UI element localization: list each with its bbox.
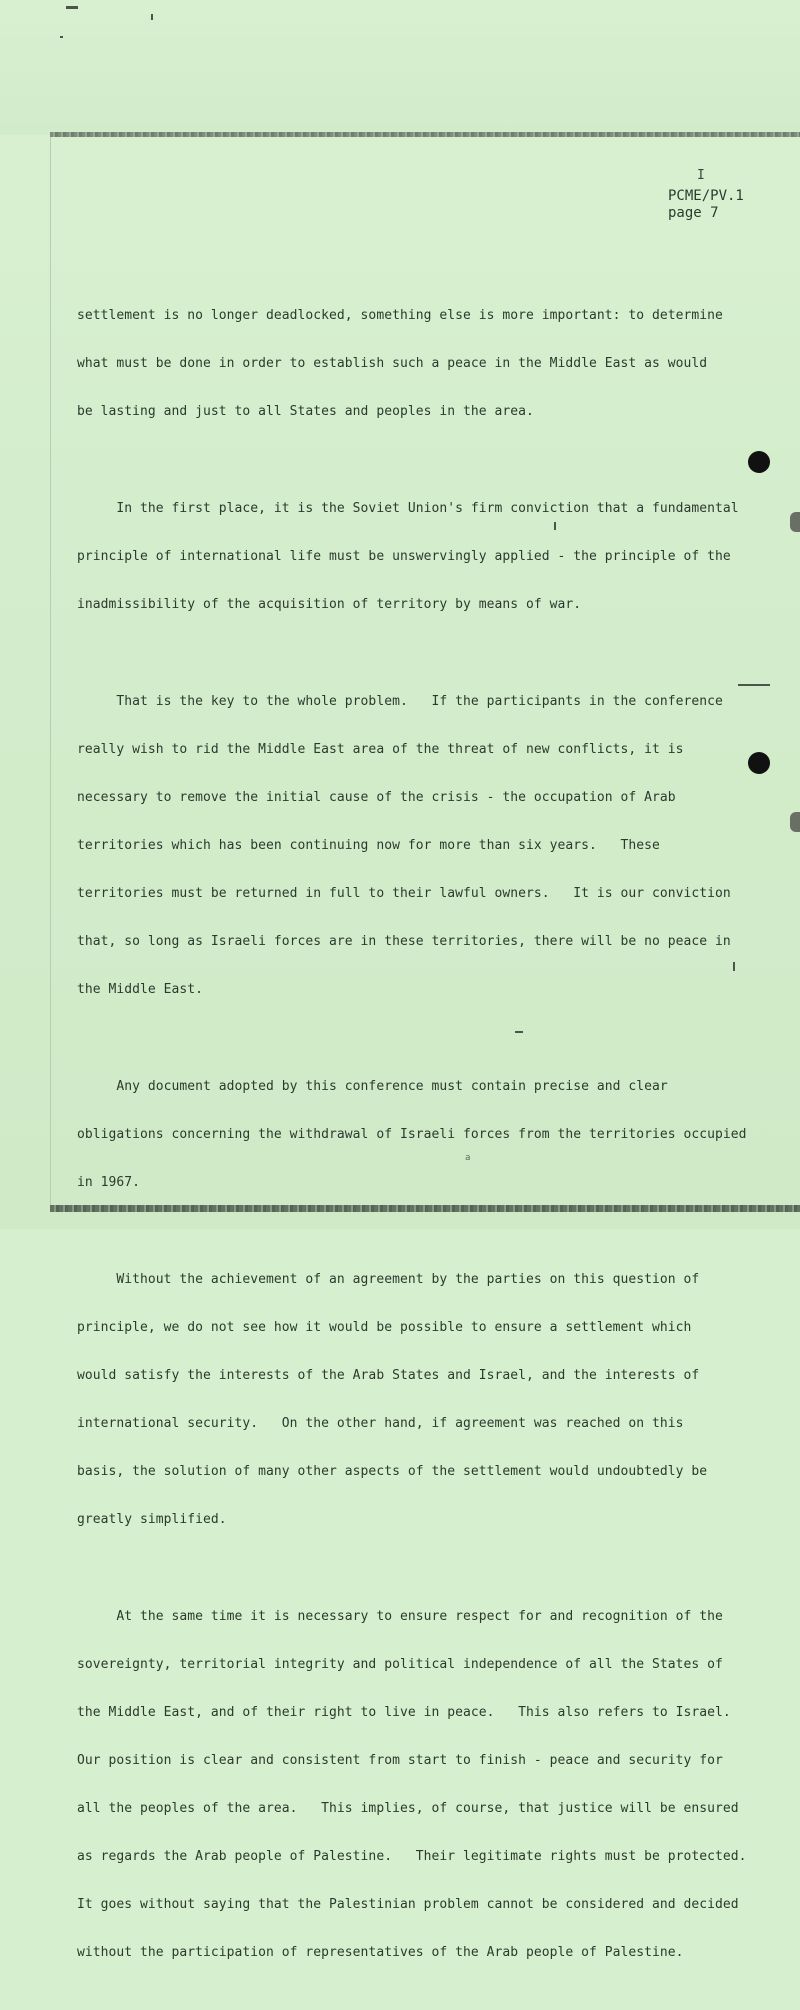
text-line: In the first place, it is the Soviet Union's firm conviction that a fundamental (77, 501, 739, 516)
scan-speck (738, 684, 770, 686)
text-line: in 1967. (77, 1175, 141, 1190)
scan-speck (60, 36, 63, 38)
scan-speck (151, 14, 153, 20)
text-line: international security. On the other hand, if agreement was reached on this (77, 1416, 684, 1431)
document-symbol: PCME/PV.1 (668, 188, 744, 204)
text-line: be lasting and just to all States and peoples in the area. (77, 404, 534, 419)
text-line: the Middle East. (77, 982, 204, 997)
text-line: Without the achievement of an agreement by the parties on this question of (77, 1272, 700, 1287)
left-margin-line (50, 137, 51, 1207)
punch-hole (748, 752, 770, 774)
text-line: really wish to rid the Middle East area of the threat of new conflicts, it is (77, 742, 684, 757)
scan-speck (733, 962, 735, 971)
text-line: It goes without saying that the Palestinian problem cannot be considered and decided (77, 1897, 739, 1912)
text-line: all the peoples of the area. This implies, of course, that justice will be ensured (77, 1801, 739, 1816)
text-line: the Middle East, and of their right to live in peace. This also refers to Israel. (77, 1705, 731, 1720)
paragraph (77, 469, 777, 645)
margin-mark: I (697, 168, 705, 183)
text-line: as regards the Arab people of Palestine. Their legitimate rights must be protected. (77, 1849, 747, 1864)
text-line: settlement is no longer deadlocked, something else is more important: to determine (77, 308, 723, 323)
paragraph (77, 276, 777, 452)
text-line: territories must be returned in full to their lawful owners. It is our conviction (77, 886, 731, 901)
text-line: inadmissibility of the acquisition of territory by means of war. (77, 597, 582, 612)
text-line: Our position is clear and consistent from start to finish - peace and security for (77, 1753, 723, 1768)
text-line: That is the key to the whole problem. If the participants in the conference (77, 694, 723, 709)
text-line: what must be done in order to establish such a peace in the Middle East as would (77, 356, 708, 371)
paragraph (77, 1577, 777, 1993)
scan-speck (66, 6, 78, 9)
text-line: sovereignty, territorial integrity and political independence of all the States of (77, 1657, 723, 1672)
punch-hole (748, 451, 770, 473)
text-line: territories which has been continuing now for more than six years. These (77, 838, 660, 853)
paragraph (77, 1047, 777, 1223)
text-line: necessary to remove the initial cause of the crisis - the occupation of Arab (77, 790, 676, 805)
paragraph (77, 662, 777, 1030)
text-line: without the participation of representatives of the Arab people of Palestine. (77, 1945, 684, 1960)
text-line: obligations concerning the withdrawal of Israeli forces from the territories occupied (77, 1127, 747, 1142)
text-line: Any document adopted by this conference must contain precise and clear (77, 1079, 668, 1094)
text-line: that, so long as Israeli forces are in these territories, there will be no peace in (77, 934, 731, 949)
page-label: page 7 (668, 205, 719, 221)
edge-mark (790, 812, 800, 832)
document-body (77, 276, 777, 2010)
scan-speck (554, 522, 556, 530)
edge-mark (790, 512, 800, 532)
text-line: At the same time it is necessary to ensure respect for and recognition of the (77, 1609, 723, 1624)
scan-speck (515, 1031, 523, 1033)
text-line: basis, the solution of many other aspects of the settlement would undoubtedly be (77, 1464, 708, 1479)
text-line: principle of international life must be unswervingly applied - the principle of the (77, 549, 731, 564)
bottom-rule (50, 1205, 800, 1212)
text-line: greatly simplified. (77, 1512, 227, 1527)
document-reference (668, 188, 744, 222)
top-margin (0, 0, 800, 135)
text-line: principle, we do not see how it would be possible to ensure a settlement which (77, 1320, 692, 1335)
text-line: would satisfy the interests of the Arab States and Israel, and the interests of (77, 1368, 700, 1383)
folio-mark: a (465, 1153, 471, 1163)
top-rule (50, 132, 800, 137)
paragraph (77, 1240, 777, 1560)
